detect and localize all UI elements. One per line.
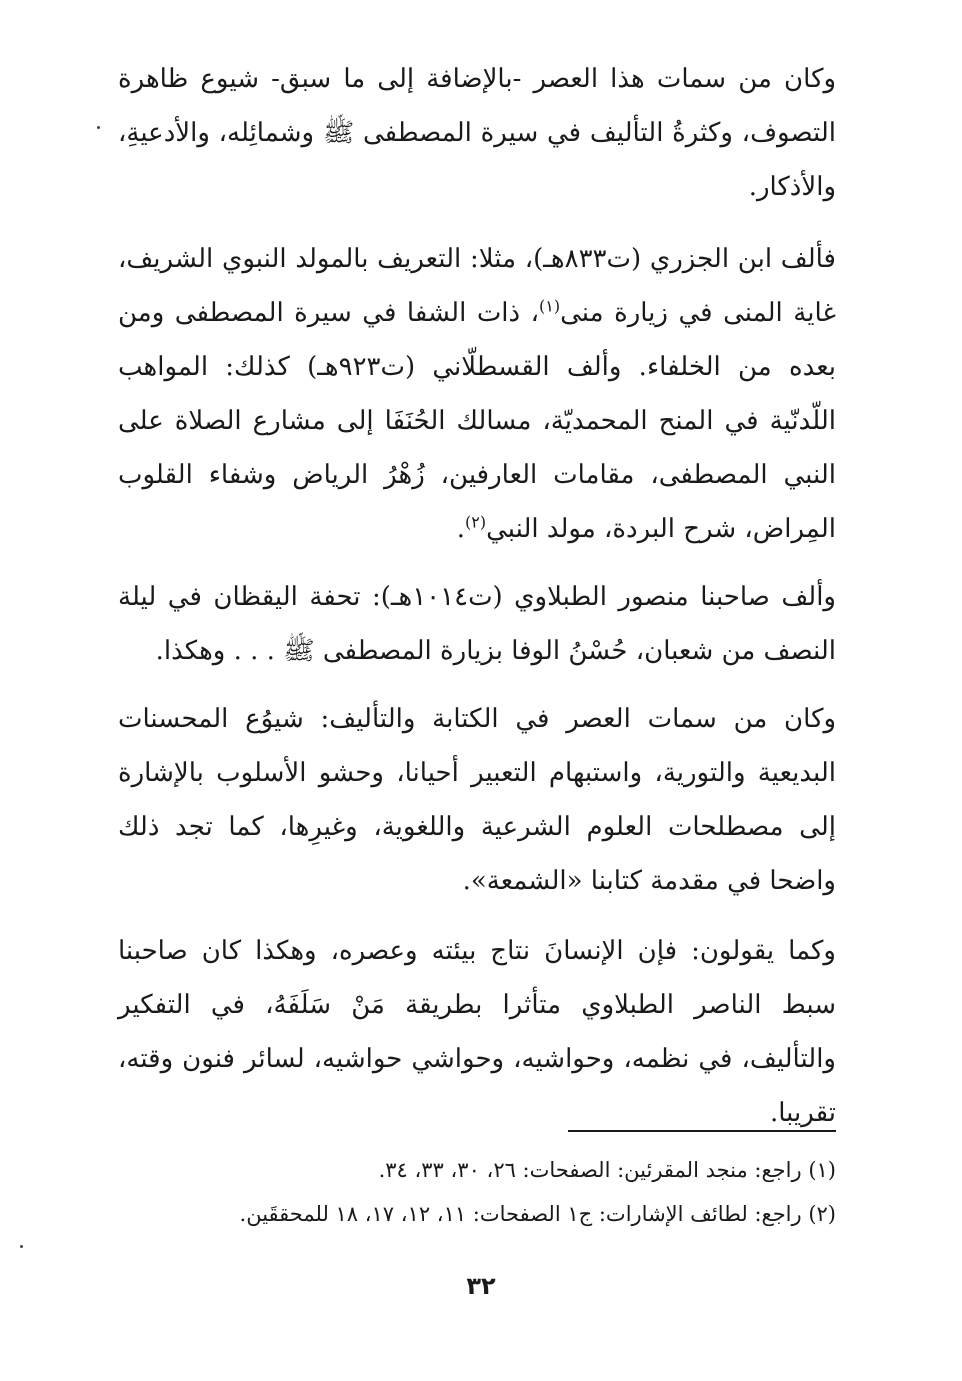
footnote-2: (٢) راجع: لطائف الإشارات: ج١ الصفحات: ١١، ١٢، ١٧، ١٨ للمحققَين. — [239, 1202, 836, 1226]
paragraph-3: وألف صاحبنا منصور الطبلاوي (ت١٠١٤هـ): تحفة اليقظان في ليلة النصف من شعبان، حُسْنُ الوفا بزيارة المصطفى ﷺ . . . وهكذا. — [118, 582, 836, 666]
scan-speck — [97, 126, 100, 129]
footnote-1: (١) راجع: منجد المقرئين: الصفحات: ٢٦، ٣٠، ٣٣، ٣٤. — [378, 1158, 836, 1182]
paragraph-5: وكما يقولون: فإن الإنسانَ نتاج بيئته وعصره، وهكذا كان صاحبنا سبط الناصر الطبلاوي متأثرا بطريقة مَنْ سَلَفَهُ، في التفكير والتأليف، في نظمه، وحواشيه، وحواشي حواشيه، لسائر فنون وقته، تقريبا. — [118, 936, 836, 1128]
paragraph-2-end: . — [456, 514, 465, 544]
paragraph-2-continued: ، ذات الشفا في سيرة المصطفى ومن بعده من الخلفاء. وألف القسطلّاني (ت٩٢٣هـ) كذلك: المواهب اللّدنّية في المنح المحمديّة، مسالك الحُنَفَا إلى مشارع الصلاة على النبي المصطفى، مقامات العارفين، زُهْرُ الرياض وشفاء القلوب المِراض، شرح البردة، مولد النبي — [118, 298, 836, 544]
paragraph-2-start: فألف ابن الجزري (ت٨٣٣هـ)، مثلا: التعريف بالمولد النبوي الشريف، غاية المنى في زيارة منى — [118, 244, 836, 328]
footnotes — [118, 1148, 836, 1236]
paragraph-2 — [118, 232, 836, 556]
scan-speck — [20, 1245, 23, 1248]
page-number: ٣٢ — [466, 1272, 496, 1300]
footnote-divider — [568, 1130, 836, 1132]
footnote-ref-1: (١) — [539, 296, 561, 316]
paragraph-4: وكان من سمات العصر في الكتابة والتأليف: شيوُع المحسنات البديعية والتورية، واستبهام التعبير أحيانا، وحشو الأسلوب بالإشارة إلى مصطلحات العلوم الشرعية واللغوية، وغيرِها، كما تجد ذلك واضحا في مقدمة كتابنا «الشمعة». — [118, 704, 836, 896]
footnote-ref-2: (٢) — [464, 512, 487, 532]
paragraph-1: وكان من سمات هذا العصر -بالإضافة إلى ما سبق- شيوع ظاهرة التصوف، وكثرةُ التأليف في سيرة المصطفى ﷺ وشمائِله، والأدعيةِ، والأذكار. — [118, 64, 836, 202]
